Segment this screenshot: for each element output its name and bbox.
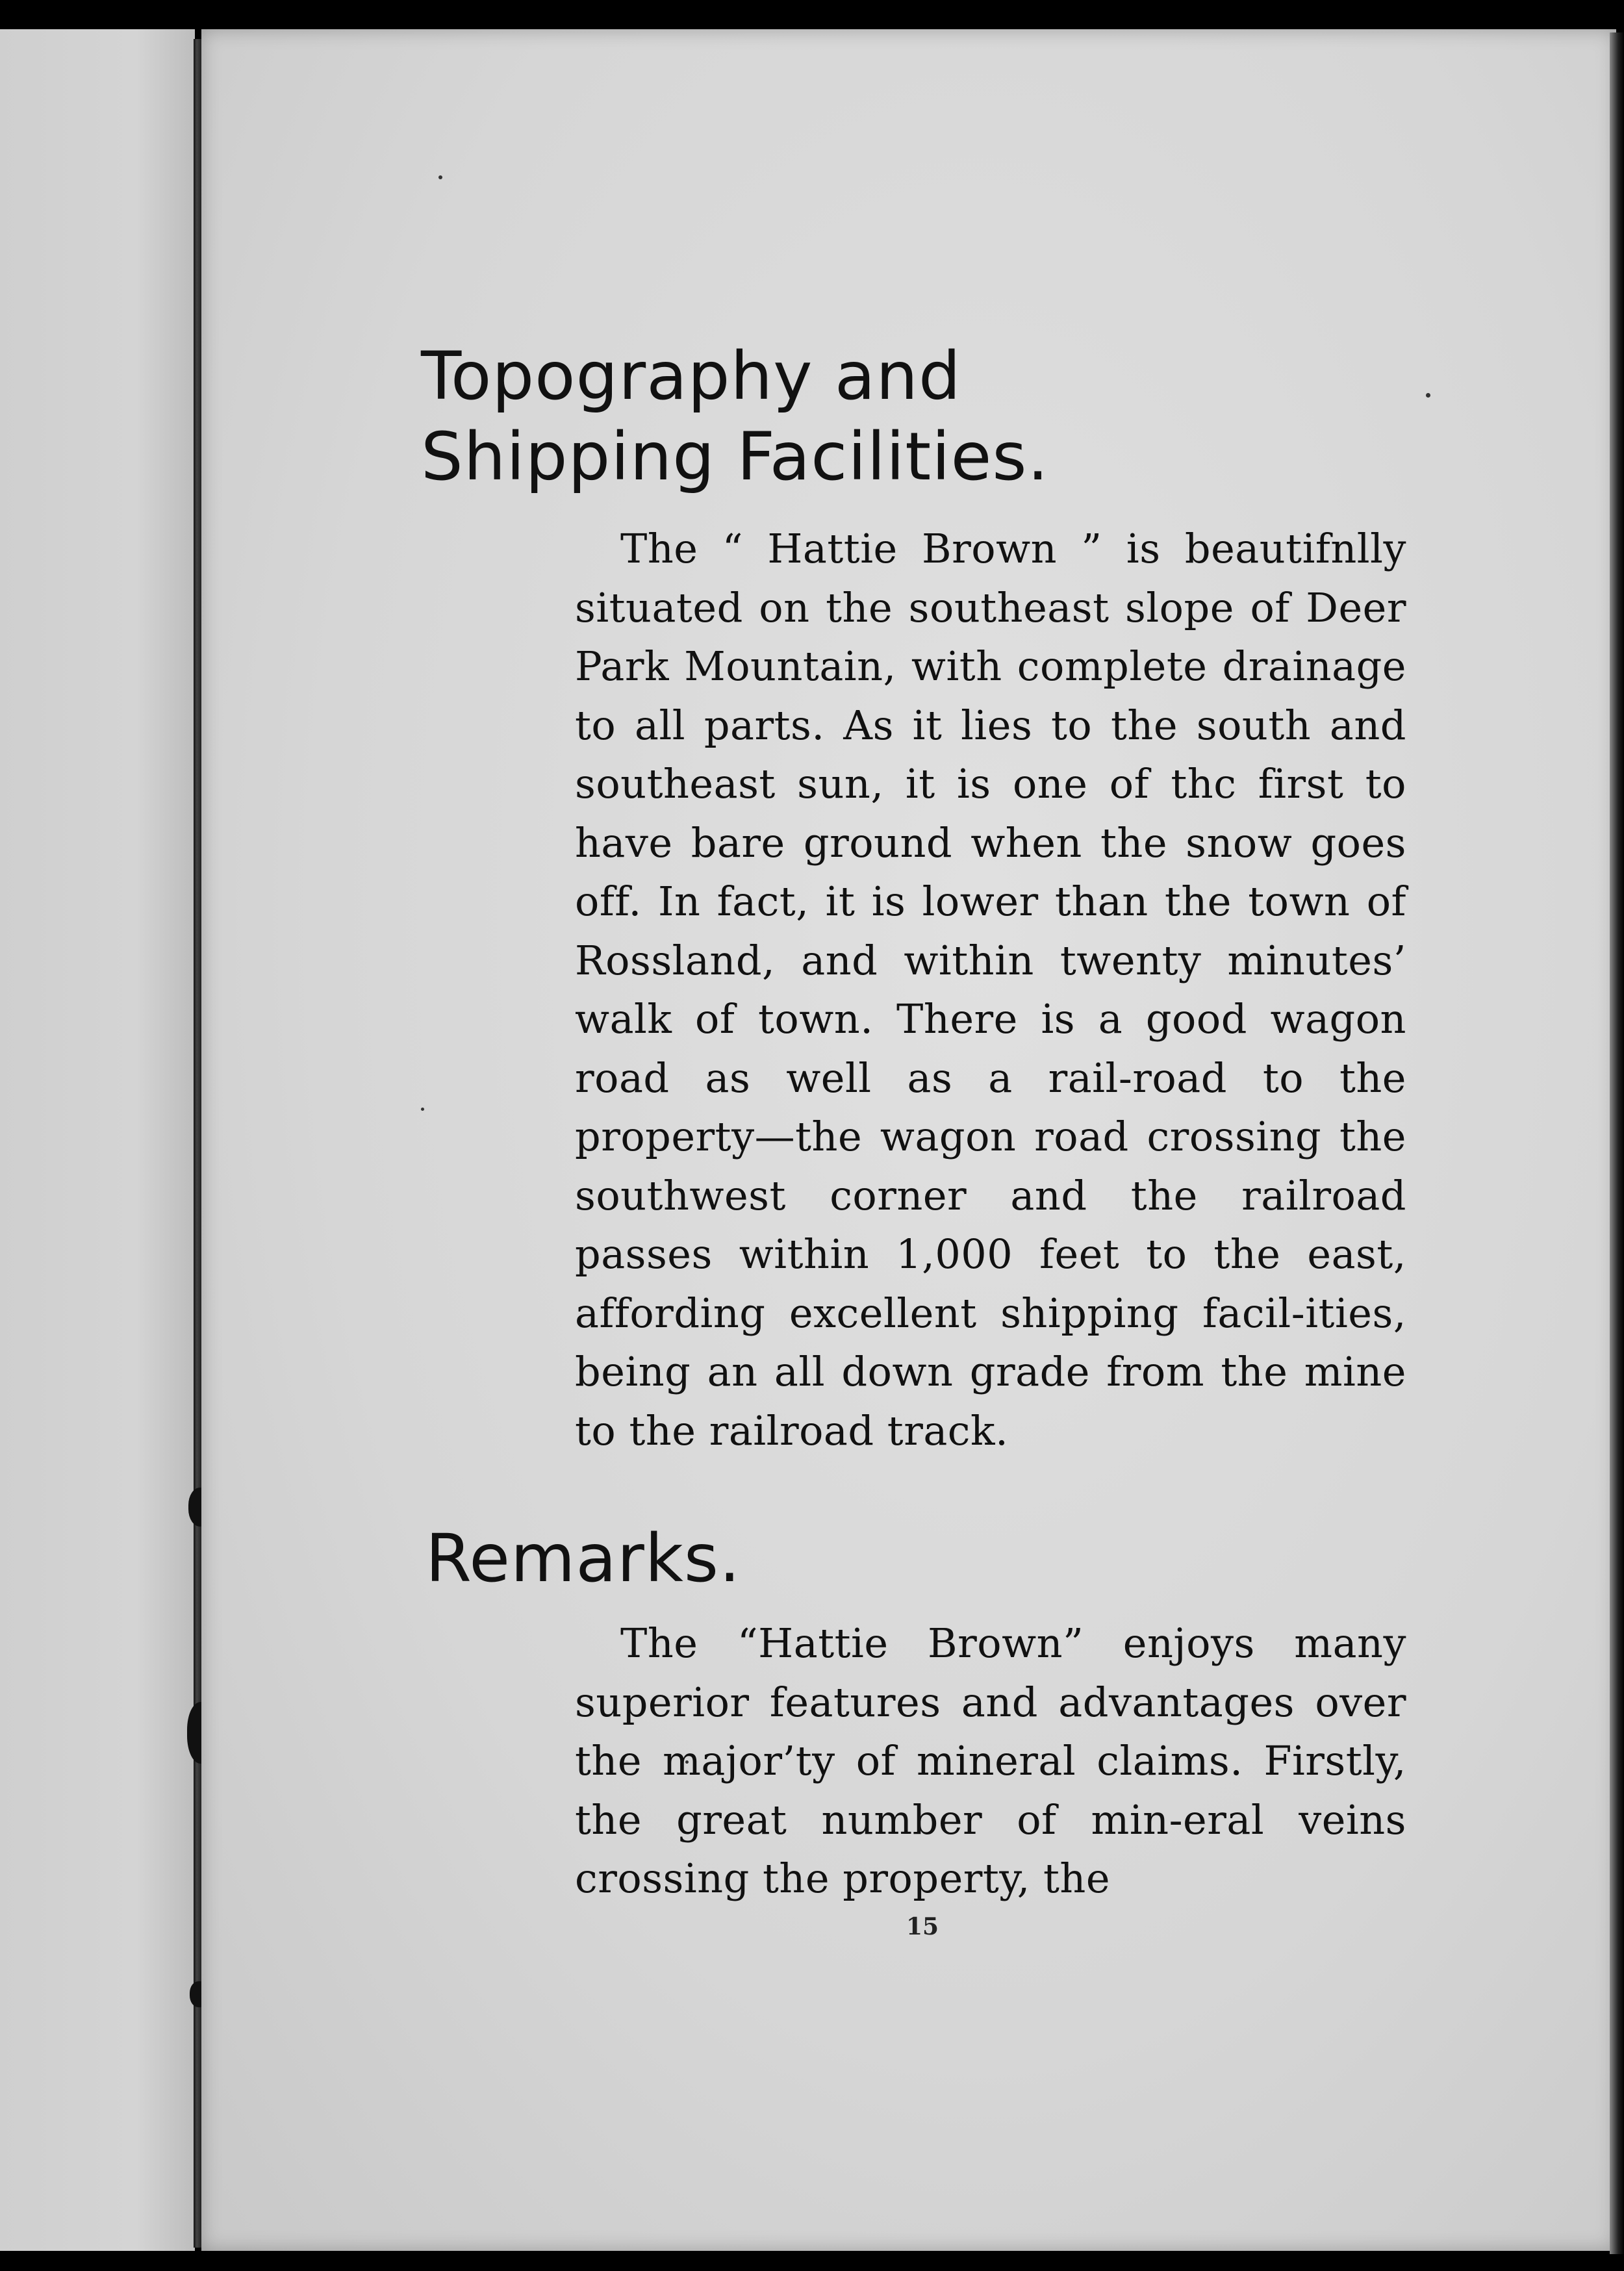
right-page-edge bbox=[1610, 32, 1624, 2254]
section-body-paragraph: The “ Hattie Brown ” is beautifnlly situated on the southeast slope of Deer Park Mountain, with complete drainage to all parts. As it lies to the south and southeast sun, it is one of thc first to have bare ground when the snow goes off. In fact, it is lower than the town of Rossland, and within twenty minutes’ walk of town. There is a good wagon road as well as a rail-road to the property—the wagon road crossing the southwest corner and the railroad passes within 1,000 feet to the east, affording excellent shipping facil-ities, being an all down grade from the mine to the railroad track. bbox=[575, 525, 1406, 1454]
dust-speck bbox=[1426, 393, 1430, 398]
left-page-edge bbox=[0, 29, 195, 2251]
section-heading bbox=[421, 336, 1049, 498]
dust-speck bbox=[421, 1108, 424, 1111]
heading-line-1: Topography and bbox=[421, 338, 961, 415]
book-spine bbox=[194, 39, 201, 2248]
dust-speck bbox=[438, 175, 442, 179]
heading-line-1: Remarks. bbox=[425, 1520, 741, 1597]
heading-line-2: Shipping Facilities. bbox=[421, 418, 1049, 496]
section-heading bbox=[425, 1519, 741, 1599]
section-body-paragraph: The “Hattie Brown” enjoys many superior features and advantages over the major’ty of mineral claims. Firstly, the great number of min-eral veins crossing the property, the bbox=[575, 1619, 1406, 1902]
page-number: 15 bbox=[906, 1913, 939, 1940]
